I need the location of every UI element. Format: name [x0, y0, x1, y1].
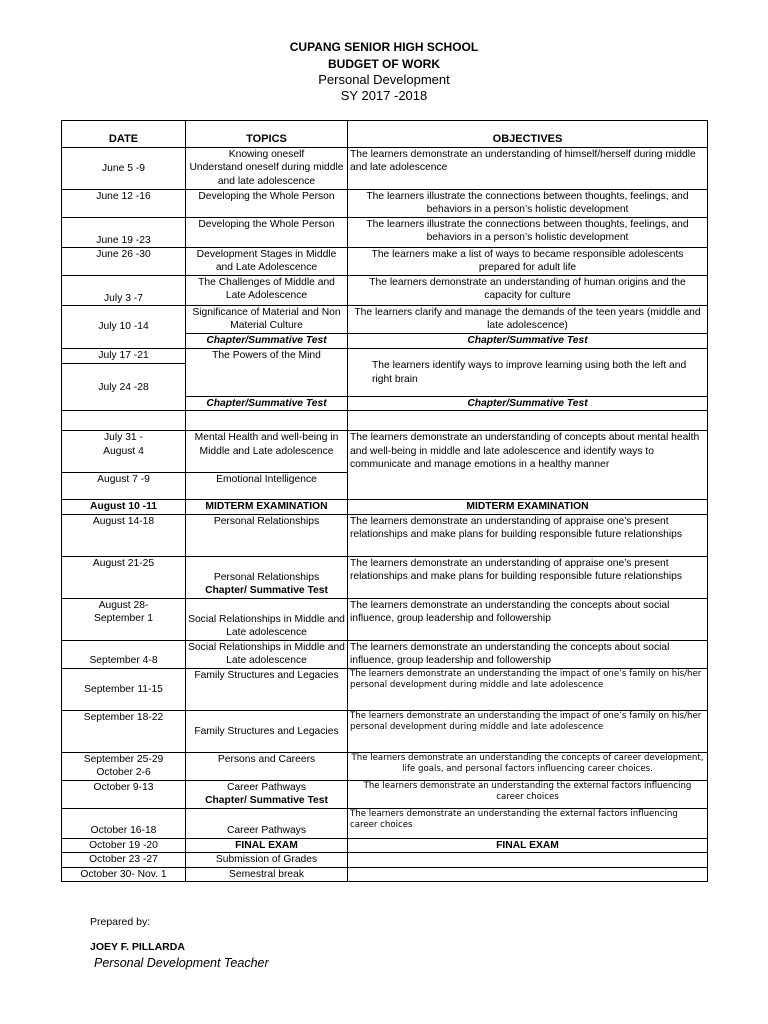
topic-cell: Personal Relationships: [186, 514, 348, 556]
objective-cell: The learners demonstrate an understanding the external factors influencing career choices: [348, 808, 708, 838]
topic-cell: Significance of Material and Non Material Culture: [186, 306, 348, 334]
date-cell: July 24 -28: [62, 364, 186, 411]
objective-cell: The learners illustrate the connections between thoughts, feelings, and behaviors in a person’s holistic development: [348, 190, 708, 218]
objective-cell-summative-test: Chapter/Summative Test: [348, 397, 708, 411]
document-title: BUDGET OF WORK: [328, 57, 440, 71]
table-row: [62, 514, 708, 556]
summative-test-label: Chapter/ Summative Test: [205, 795, 328, 807]
topic-cell: Family Structures and Legacies: [186, 710, 348, 752]
objective-cell: The learners identify ways to improve learning using both the left and right brain: [348, 349, 708, 397]
topic-cell: Persons and Careers: [186, 752, 348, 780]
empty-cell: [186, 411, 348, 431]
table-row: [62, 500, 708, 514]
date-cell: June 19 -23: [62, 218, 186, 248]
table-row: [62, 306, 708, 334]
date-cell-midterm: August 10 -11: [62, 500, 186, 514]
topic-cell: The Challenges of Middle and Late Adolescence: [186, 276, 348, 306]
empty-cell: [348, 411, 708, 431]
table-row: [62, 752, 708, 780]
date-cell: September 25-29 October 2-6: [62, 752, 186, 780]
table-row: [62, 808, 708, 838]
topic-cell-summative-test: Chapter/Summative Test: [186, 397, 348, 411]
table-row: [62, 853, 708, 867]
prepared-by-label: Prepared by:: [90, 916, 151, 928]
topic-cell: Development Stages in Middle and Late Adolescence: [186, 248, 348, 276]
topic-cell: Family Structures and Legacies: [186, 668, 348, 710]
topic-cell: Developing the Whole Person: [186, 218, 348, 248]
empty-cell: [348, 853, 708, 867]
topic-cell-final-exam: FINAL EXAM: [186, 838, 348, 852]
table-row: [62, 190, 708, 218]
school-name: CUPANG SENIOR HIGH SCHOOL: [289, 40, 479, 54]
topic-cell: Mental Health and well-being in Middle and Late adolescence: [186, 431, 348, 473]
date-cell: July 17 -21: [62, 349, 186, 364]
school-year: SY 2017 -2018: [340, 88, 428, 103]
objective-cell: The learners demonstrate an understanding the concepts about social influence, group leadership and followership: [348, 598, 708, 640]
subject-name: Personal Development: [318, 72, 450, 87]
topic-cell: Knowing oneself Understand oneself during middle and late adolescence: [186, 148, 348, 190]
table-row: [62, 640, 708, 668]
table-row: [62, 218, 708, 248]
date-cell: September 18-22: [62, 710, 186, 752]
topic-cell: The Powers of the Mind: [186, 349, 348, 397]
table-row: [62, 411, 708, 431]
objective-cell-midterm: MIDTERM EXAMINATION: [348, 500, 708, 514]
date-cell: October 16-18: [62, 808, 186, 838]
budget-of-work-table: [61, 120, 708, 882]
table-row: [62, 838, 708, 852]
table-row: [62, 668, 708, 710]
objective-cell: The learners clarify and manage the demands of the teen years (middle and late adolescence): [348, 306, 708, 334]
topic-cell: Emotional Intelligence: [186, 473, 348, 500]
table-row: [62, 598, 708, 640]
column-header-objectives: OBJECTIVES: [348, 121, 708, 148]
objective-cell: The learners illustrate the connections between thoughts, feelings, and behaviors in a person’s holistic development: [348, 218, 708, 248]
objective-cell-final-exam: FINAL EXAM: [348, 838, 708, 852]
topic-cell: Semestral break: [186, 867, 348, 881]
topic-cell: Developing the Whole Person: [186, 190, 348, 218]
table-row: [62, 349, 708, 364]
objective-cell: The learners demonstrate an understanding the impact of one’s family on his/her personal development during middle and late adolescence: [348, 710, 708, 752]
date-cell: August 7 -9: [62, 473, 186, 500]
column-header-topics: TOPICS: [186, 121, 348, 148]
date-cell: September 11-15: [62, 668, 186, 710]
date-cell: October 30- Nov. 1: [62, 867, 186, 881]
objective-cell: The learners demonstrate an understanding of himself/herself during middle and late adolescence: [348, 148, 708, 190]
date-cell: August 28- September 1: [62, 598, 186, 640]
table-row: [62, 556, 708, 598]
objective-cell: The learners demonstrate an understanding of concepts about mental health and well-being in middle and late adolescence and identify ways to communicate and manage emotions in a healthy manner: [348, 431, 708, 500]
objective-cell: The learners make a list of ways to became responsible adolescents prepared for adult life: [348, 248, 708, 276]
table-row: [62, 710, 708, 752]
table-header-row: [62, 121, 708, 148]
objective-cell-summative-test: Chapter/Summative Test: [348, 334, 708, 349]
preparer-position: Personal Development Teacher: [94, 956, 269, 970]
date-cell: August 14-18: [62, 514, 186, 556]
topic-text: Career Pathways: [227, 781, 306, 793]
objective-cell: The learners demonstrate an understanding the concepts of career development, life goals, and personal factors influencing career choices.: [348, 752, 708, 780]
date-cell: July 10 -14: [62, 306, 186, 349]
table-row: [62, 867, 708, 881]
topic-cell-midterm: MIDTERM EXAMINATION: [186, 500, 348, 514]
objective-cell: The learners demonstrate an understanding of human origins and the capacity for culture: [348, 276, 708, 306]
date-cell: October 19 -20: [62, 838, 186, 852]
summative-test-label: Chapter/ Summative Test: [205, 585, 328, 597]
date-cell: August 21-25: [62, 556, 186, 598]
objective-cell: The learners demonstrate an understanding the external factors influencing career choices: [348, 780, 708, 808]
date-cell: October 9-13: [62, 780, 186, 808]
topic-cell: Social Relationships in Middle and Late adolescence: [186, 598, 348, 640]
empty-cell: [62, 411, 186, 431]
table-row: [62, 276, 708, 306]
topic-cell-summative-test: Chapter/Summative Test: [186, 334, 348, 349]
topic-cell: [186, 556, 348, 598]
objective-cell: The learners demonstrate an understanding the impact of one’s family on his/her personal development during middle and late adolescence: [348, 668, 708, 710]
preparer-name: JOEY F. PILLARDA: [90, 941, 185, 953]
column-header-date: DATE: [62, 121, 186, 148]
date-cell: July 3 -7: [62, 276, 186, 306]
date-cell: June 26 -30: [62, 248, 186, 276]
topic-cell: Social Relationships in Middle and Late adolescence: [186, 640, 348, 668]
objective-cell: The learners demonstrate an understanding of appraise one’s present relationships and make plans for building responsible future relationships: [348, 514, 708, 556]
table-row: [62, 248, 708, 276]
date-cell: September 4-8: [62, 640, 186, 668]
table-row: [62, 780, 708, 808]
table-row: [62, 148, 708, 190]
topic-text: Personal Relationships: [213, 572, 320, 583]
objective-cell: The learners demonstrate an understanding of appraise one’s present relationships and make plans for building responsible future relationships: [348, 556, 708, 598]
date-cell: July 31 - August 4: [62, 431, 186, 473]
table-row: [62, 431, 708, 473]
topic-cell: Career Pathways: [186, 808, 348, 838]
objective-cell: The learners demonstrate an understanding the concepts about social influence, group leadership and followership: [348, 640, 708, 668]
topic-cell: [186, 780, 348, 808]
date-cell: June 12 -16: [62, 190, 186, 218]
date-cell: October 23 -27: [62, 853, 186, 867]
empty-cell: [348, 867, 708, 881]
topic-cell: Submission of Grades: [186, 853, 348, 867]
date-cell: June 5 -9: [62, 148, 186, 190]
